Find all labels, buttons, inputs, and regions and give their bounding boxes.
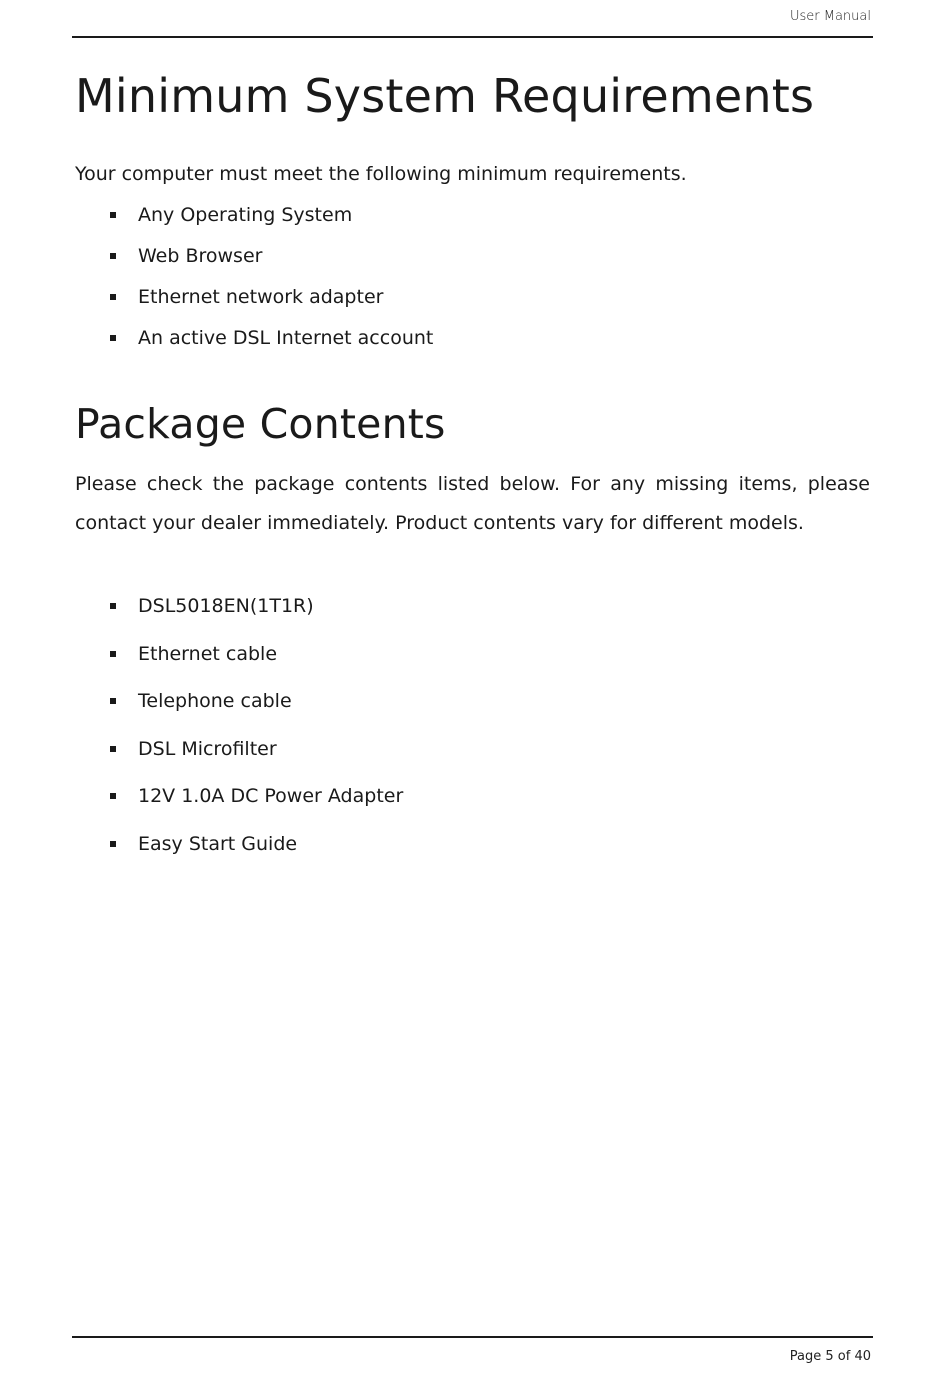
- list-item-label: Ethernet cable: [138, 642, 278, 665]
- list-item-label: 12V 1.0A DC Power Adapter: [138, 785, 404, 808]
- package-intro: Please check the package contents listed below. For any missing items, please contact your dealer immediately. Product contents vary for different models.: [75, 473, 870, 534]
- list-item: [75, 324, 433, 365]
- header-divider: [72, 36, 873, 38]
- header-title: User Manual: [789, 9, 871, 24]
- bullet-icon: [110, 253, 116, 259]
- list-item: [75, 242, 433, 283]
- bullet-icon: [110, 294, 116, 300]
- list-item-label: Web Browser: [138, 245, 263, 267]
- bullet-icon: [110, 651, 116, 657]
- list-item-label: Easy Start Guide: [138, 832, 298, 855]
- footer-divider: [72, 1336, 873, 1338]
- package-list: [75, 591, 403, 877]
- package-heading: Package Contents: [75, 400, 446, 448]
- requirements-heading: Minimum System Requirements: [75, 69, 815, 123]
- list-item: [75, 734, 403, 782]
- list-item: [75, 201, 433, 242]
- list-item: [75, 829, 403, 877]
- list-item-label: An active DSL Internet account: [138, 327, 434, 349]
- bullet-icon: [110, 841, 116, 847]
- list-item-label: DSL5018EN(1T1R): [138, 595, 314, 617]
- list-item-label: DSL Microfilter: [138, 737, 277, 760]
- list-item: [75, 686, 403, 734]
- bullet-icon: [110, 335, 116, 341]
- list-item-label: Ethernet network adapter: [138, 286, 384, 308]
- requirements-list: [75, 201, 433, 365]
- list-item: [75, 591, 403, 639]
- bullet-icon: [110, 698, 116, 704]
- requirements-intro: Your computer must meet the following minimum requirements.: [75, 163, 687, 185]
- list-item: [75, 283, 433, 324]
- bullet-icon: [110, 212, 116, 218]
- bullet-icon: [110, 746, 116, 752]
- list-item-label: Any Operating System: [138, 204, 353, 226]
- page-number: Page 5 of 40: [789, 1349, 871, 1364]
- list-item: [75, 781, 403, 829]
- list-item-label: Telephone cable: [138, 690, 292, 713]
- bullet-icon: [110, 603, 116, 609]
- list-item: [75, 639, 403, 687]
- bullet-icon: [110, 793, 116, 799]
